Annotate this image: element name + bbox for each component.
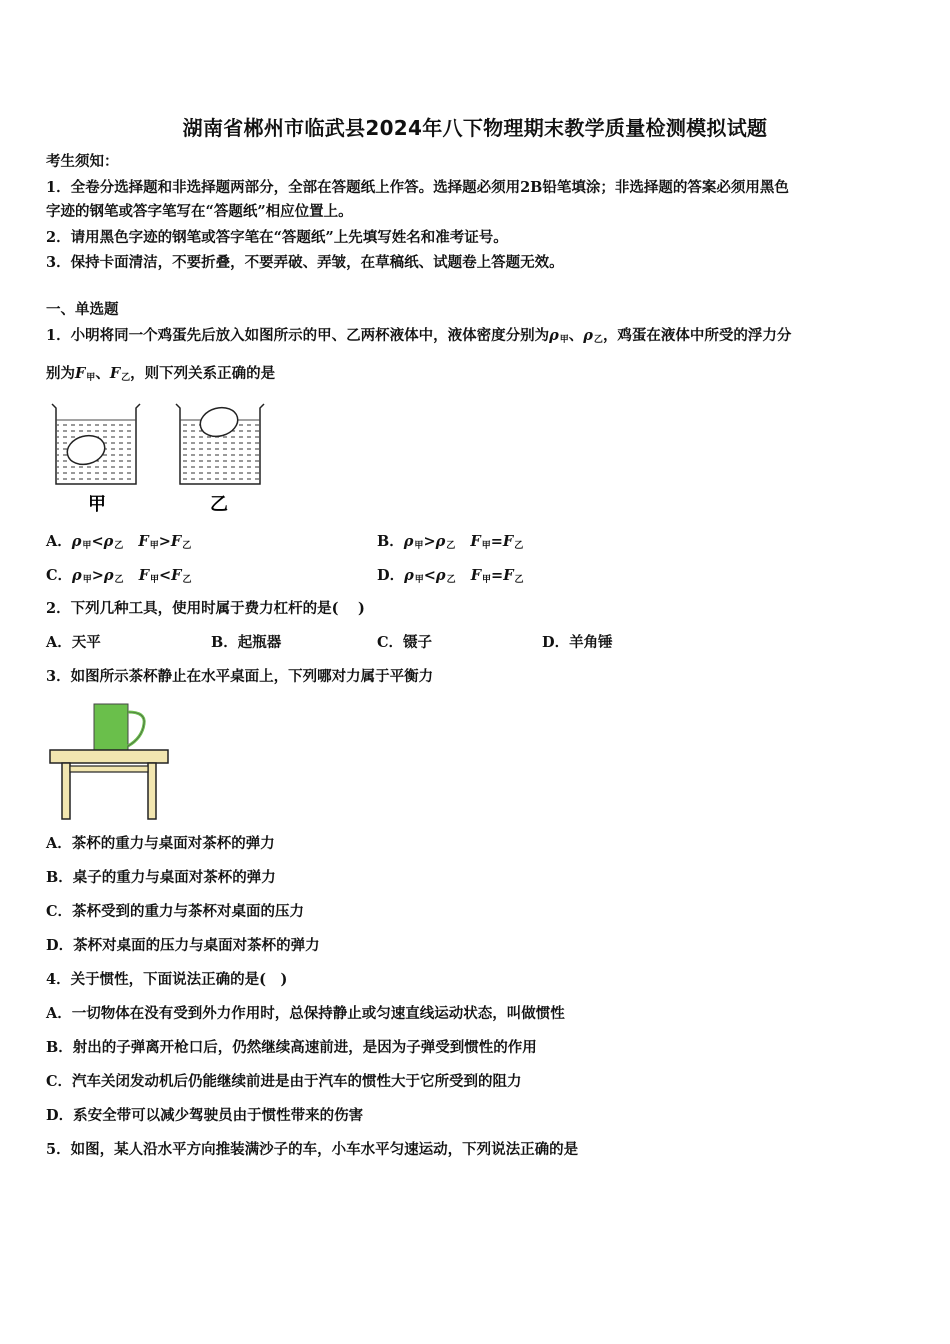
sub-yi: 乙 <box>593 335 603 345</box>
sub-yi: 乙 <box>121 373 131 383</box>
relation: = <box>490 533 503 550</box>
q2-option-b[interactable]: B．起瓶器 <box>211 634 282 651</box>
rho-symbol: ρ <box>103 533 114 550</box>
sub-yi: 乙 <box>514 575 524 585</box>
sub-jia: 甲 <box>82 541 92 551</box>
rho-symbol: ρ <box>103 567 114 584</box>
sub-yi: 乙 <box>446 575 456 585</box>
q3-option-b[interactable]: B．桌子的重力与桌面对茶杯的弹力 <box>46 869 276 886</box>
q4-option-d[interactable]: D．系安全带可以减少驾驶员由于惯性带来的伤害 <box>46 1107 364 1124</box>
force-symbol: F <box>470 567 482 584</box>
q4-option-b[interactable]: B．射出的子弹离开枪口后，仍然继续高速前进，是因为子弹受到惯性的作用 <box>46 1039 537 1056</box>
sub-jia: 甲 <box>559 335 569 345</box>
sub-jia: 甲 <box>414 575 424 585</box>
sub-yi: 乙 <box>182 541 192 551</box>
section-heading: 一、单选题 <box>46 301 119 318</box>
force-symbol: F <box>502 533 514 550</box>
q1-stem-line1 <box>46 326 791 350</box>
rho-symbol: ρ <box>435 533 446 550</box>
relation: > <box>158 533 171 550</box>
label-yi: 乙 <box>210 494 228 515</box>
q3-stem: 3．如图所示茶杯静止在水平桌面上，下列哪对力属于平衡力 <box>46 668 434 685</box>
sub-yi: 乙 <box>446 541 456 551</box>
q1-option-c[interactable] <box>46 566 191 590</box>
sub-yi: 乙 <box>514 541 524 551</box>
table-leg <box>62 763 70 819</box>
relation: < <box>159 567 172 584</box>
relation: > <box>91 567 104 584</box>
q2-option-d[interactable]: D．羊角锤 <box>542 634 613 651</box>
q2-option-a[interactable]: A．天平 <box>46 634 101 651</box>
notice-item: 1．全卷分选择题和非选择题两部分，全部在答题纸上作答。选择题必须用2B铅笔填涂；非选择题的答案必须用黑色 <box>46 179 789 196</box>
force-symbol: F <box>170 533 182 550</box>
sub-jia: 甲 <box>86 373 96 383</box>
sub-jia: 甲 <box>82 575 92 585</box>
separator: 、 <box>95 365 110 382</box>
rho-symbol: ρ <box>72 567 82 584</box>
q1-text-b: ，鸡蛋在液体中所受的浮力分 <box>602 327 792 344</box>
notice-item: 2．请用黑色字迹的钢笔或答字笔在“答题纸”上先填写姓名和准考证号。 <box>46 229 508 246</box>
force-symbol: F <box>75 365 86 382</box>
force-symbol: F <box>503 567 514 584</box>
q3-option-d[interactable]: D．茶杯对桌面的压力与桌面对茶杯的弹力 <box>46 937 320 954</box>
cup-body <box>94 704 128 750</box>
beaker-jia <box>52 404 140 484</box>
option-label: C． <box>46 567 73 584</box>
sub-yi: 乙 <box>114 541 124 551</box>
notice-item: 字迹的钢笔或答字笔写在“答题纸”相应位置上。 <box>46 203 353 220</box>
force-symbol: F <box>470 533 481 550</box>
separator: 、 <box>568 327 584 344</box>
force-symbol: F <box>109 365 121 382</box>
sub-yi: 乙 <box>114 575 124 585</box>
q4-option-a[interactable]: A．一切物体在没有受到外力作用时，总保持静止或匀速直线运动状态，叫做惯性 <box>46 1005 565 1022</box>
relation: > <box>423 533 436 550</box>
q3-option-c[interactable]: C．茶杯受到的重力与茶杯对桌面的压力 <box>46 903 305 920</box>
q3-option-a[interactable]: A．茶杯的重力与桌面对茶杯的弹力 <box>46 835 275 852</box>
beakers-figure <box>46 398 276 518</box>
rho-symbol: ρ <box>404 567 414 584</box>
sub-jia: 甲 <box>481 541 491 551</box>
force-symbol: F <box>171 567 182 584</box>
q4-option-c[interactable]: C．汽车关闭发动机后仍能继续前进是由于汽车的惯性大于它所受到的阻力 <box>46 1073 522 1090</box>
notice-item: 3．保持卡面清洁，不要折叠，不要弄破、弄皱，在草稿纸、试题卷上答题无效。 <box>46 254 564 271</box>
sub-jia: 甲 <box>149 541 159 551</box>
option-label: D． <box>377 567 405 584</box>
table-top <box>50 750 168 763</box>
option-label: B． <box>377 533 404 550</box>
cup-table-figure <box>46 700 172 824</box>
sub-jia: 甲 <box>482 575 492 585</box>
rho-symbol: ρ <box>583 327 593 344</box>
q1-stem-line2 <box>46 364 275 388</box>
q1-text-d: ，则下列关系正确的是 <box>130 365 276 382</box>
q2-option-c[interactable]: C．镊子 <box>377 634 433 651</box>
q1-option-b[interactable] <box>377 532 523 556</box>
force-symbol: F <box>138 567 149 584</box>
q1-text-c: 别为 <box>46 365 75 382</box>
sub-jia: 甲 <box>414 541 424 551</box>
q4-stem: 4．关于惯性，下面说法正确的是( ) <box>46 971 288 988</box>
page-title: 湖南省郴州市临武县2024年八下物理期末教学质量检测模拟试题 <box>182 116 768 140</box>
q1-option-d[interactable] <box>377 566 524 590</box>
rho-symbol: ρ <box>435 567 446 584</box>
q1-option-a[interactable] <box>46 532 191 556</box>
notice-heading: 考生须知： <box>46 153 119 170</box>
cup-handle <box>128 712 144 746</box>
beaker-yi <box>176 404 264 484</box>
force-symbol: F <box>138 533 149 550</box>
sub-yi: 乙 <box>182 575 192 585</box>
q5-stem: 5．如图，某人沿水平方向推装满沙子的车，小车水平匀速运动，下列说法正确的是 <box>46 1141 579 1158</box>
table-leg <box>148 763 156 819</box>
rho-symbol: ρ <box>549 327 559 344</box>
rho-symbol: ρ <box>403 533 414 550</box>
rho-symbol: ρ <box>71 533 82 550</box>
sub-jia: 甲 <box>150 575 160 585</box>
q1-text-a: 1．小明将同一个鸡蛋先后放入如图所示的甲、乙两杯液体中，液体密度分别为 <box>46 327 550 344</box>
relation: = <box>491 567 504 584</box>
table-apron <box>70 766 148 772</box>
option-label: A． <box>46 533 72 550</box>
relation: < <box>423 567 436 584</box>
label-jia: 甲 <box>88 494 106 515</box>
q2-stem: 2．下列几种工具，使用时属于费力杠杆的是( ) <box>46 600 365 617</box>
relation: < <box>91 533 104 550</box>
